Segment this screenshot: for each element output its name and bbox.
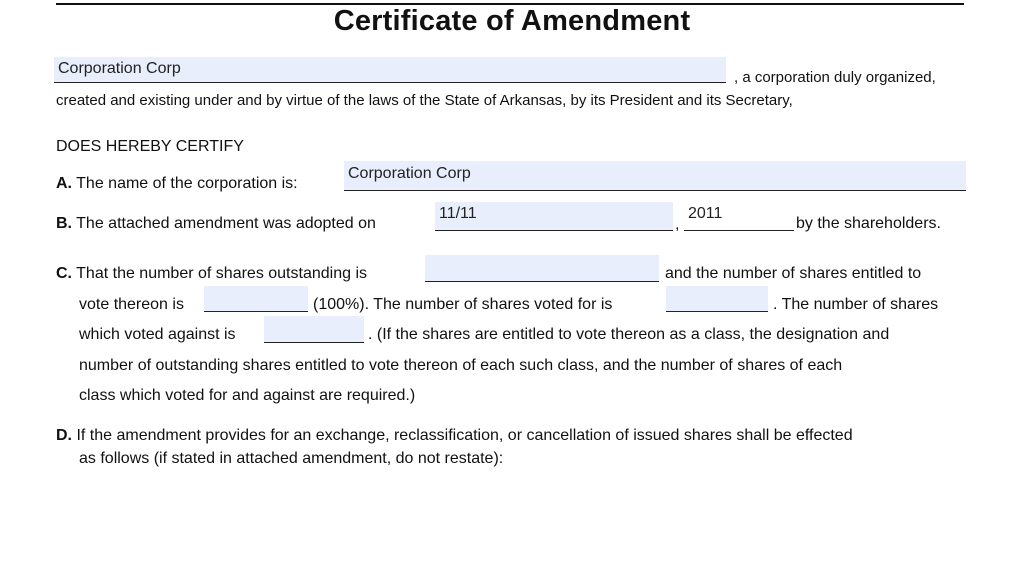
item-b-text: The attached amendment was adopted on <box>76 215 376 232</box>
shares-voted-for-field[interactable] <box>666 286 768 312</box>
item-d-text2: as follows (if stated in attached amendment, do not restate): <box>79 450 504 467</box>
document-title: Certificate of Amendment <box>333 5 691 37</box>
shares-entitled-field[interactable] <box>204 286 308 312</box>
shares-outstanding-field[interactable] <box>425 255 659 282</box>
item-c-text3b: . (If the shares are entitled to vote thereon as a class, the designation and <box>368 326 890 343</box>
item-c-text4: number of outstanding shares entitled to vote thereon of each such class, and the number of shares of each <box>79 357 843 374</box>
item-c-text5: class which voted for and against are required.) <box>79 387 416 404</box>
item-a-label: A. <box>56 175 72 192</box>
corporation-name-input[interactable]: Corporation Corp <box>344 161 966 191</box>
item-d-text1: If the amendment provides for an exchange, reclassification, or cancellation of issued shares shall be effected <box>76 427 853 444</box>
item-c-label: C. <box>56 265 72 282</box>
item-c-text1b: and the number of shares entitled to <box>665 265 922 282</box>
item-a-text: The name of the corporation is: <box>76 175 298 192</box>
corporation-name-field[interactable]: Corporation Corp <box>54 57 726 83</box>
shares-voted-against-field[interactable] <box>264 316 364 343</box>
item-c-text2a: vote thereon is <box>79 296 184 313</box>
item-b-after: by the shareholders. <box>796 215 941 232</box>
item-c-text2b: (100%). The number of shares voted for is <box>313 296 613 313</box>
item-c-text3a: which voted against is <box>79 326 236 343</box>
item-b-label: B. <box>56 215 72 232</box>
item-b <box>56 215 376 233</box>
item-c-text2c: . The number of shares <box>773 296 939 313</box>
item-d-label: D. <box>56 427 72 444</box>
item-d-line1 <box>56 427 853 445</box>
date-comma: , <box>675 216 680 233</box>
certify-heading: DOES HEREBY CERTIFY <box>56 138 244 155</box>
duly-organized-text: , a corporation duly organized, <box>734 69 936 86</box>
adoption-date-field[interactable]: 11/11 <box>435 202 673 231</box>
adoption-year-field[interactable]: 2011 <box>684 202 794 231</box>
item-c-line1 <box>56 265 367 283</box>
created-existing-text: created and existing under and by virtue of the laws of the State of Arkansas, by its President and its Secretary, <box>56 92 793 109</box>
item-c-text1a: That the number of shares outstanding is <box>76 265 367 282</box>
item-a <box>56 175 298 193</box>
